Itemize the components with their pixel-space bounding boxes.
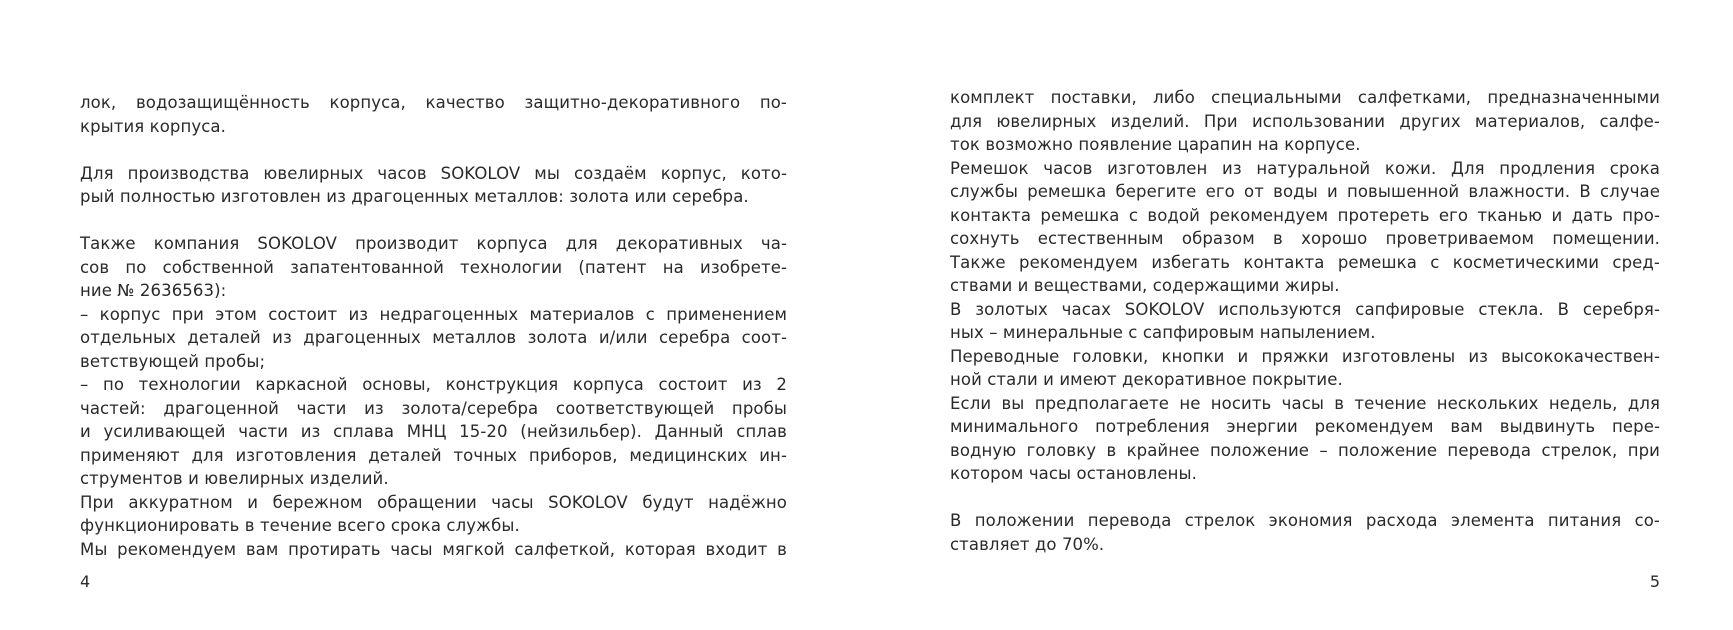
text-line: лок, водозащищённость корпуса, качество защитно-декоративного по- <box>80 93 787 112</box>
text-line: ставляет до 70%. <box>950 534 1105 554</box>
right-page <box>866 0 1733 630</box>
page-number-left: 4 <box>80 572 91 591</box>
text-line: – корпус при этом состоит из недрагоценных материалов с применением <box>80 304 787 324</box>
text-line: ветствующей пробы; <box>80 351 266 371</box>
text-line: В положении перевода стрелок экономия расхода элемента питания со- <box>950 511 1660 530</box>
text-line: водную головку в крайнее положение – положение перевода стрелок, при <box>950 440 1660 460</box>
right-page-text <box>950 86 1660 556</box>
text-line: сов по собственной запатентованной технологии (патент на изобрете- <box>80 257 787 277</box>
text-line: комплект поставки, либо специальными салфетками, предназначенными <box>950 88 1660 107</box>
text-line: Ремешок часов изготовлен из натуральной кожи. Для продления срока <box>950 158 1660 178</box>
text-line: Мы рекомендуем вам протирать часы мягкой салфеткой, которая входит в <box>80 539 787 559</box>
text-line: для ювелирных изделий. При использовании других материалов, салфе- <box>950 111 1660 131</box>
text-line: Переводные головки, кнопки и пряжки изготовлены из высококачествен- <box>950 346 1660 366</box>
text-line: контакта ремешка с водой рекомендуем протереть его тканью и дать про- <box>950 205 1660 225</box>
left-page-text <box>80 91 787 561</box>
text-line: ствами и веществами, содержащими жиры. <box>950 276 1340 295</box>
text-line: рый полностью изготовлен из драгоценных металлов: золота или серебра. <box>80 187 749 206</box>
left-page <box>0 0 866 630</box>
text-line: применяют для изготовления деталей точных приборов, медицинских ин- <box>80 445 787 465</box>
text-line: котором часы остановлены. <box>950 464 1197 483</box>
text-line: Также компания SOKOLOV производит корпуса для декоративных ча- <box>80 234 787 253</box>
paragraph-gap <box>80 138 787 162</box>
text-line: сохнуть естественным образом в хорошо проветриваемом помещении. <box>950 229 1660 248</box>
text-line: При аккуратном и бережном обращении часы SOKOLOV будут надёжно <box>80 492 787 512</box>
text-line: Также рекомендуем избегать контакта ремешка с косметическими сред- <box>950 252 1660 272</box>
text-line: частей: драгоценной части из золота/серебра соответствующей пробы <box>80 398 787 418</box>
page-number-right: 5 <box>1649 572 1660 591</box>
paragraph-gap <box>80 209 787 233</box>
text-line: ток возможно появление царапин на корпусе. <box>950 135 1361 154</box>
text-line: В золотых часах SOKOLOV используются сапфировые стекла. В серебря- <box>950 299 1660 319</box>
text-line: функционировать в течение всего срока службы. <box>80 516 520 535</box>
text-line: ных – минеральные с сапфировым напылением. <box>950 323 1376 342</box>
text-line: крытия корпуса. <box>80 116 226 136</box>
text-line: – по технологии каркасной основы, конструкция корпуса состоит из 2 <box>80 375 787 394</box>
paragraph-gap <box>950 486 1660 510</box>
text-line: ной стали и имеют декоративное покрытие. <box>950 370 1343 389</box>
text-line: службы ремешка берегите его от воды и повышенной влажности. В случае <box>950 182 1660 201</box>
text-line: минимального потребления энергии рекомендуем вам выдвинуть пере- <box>950 417 1660 436</box>
text-line: Если вы предполагаете не носить часы в течение нескольких недель, для <box>950 393 1660 413</box>
text-line: струментов и ювелирных изделий. <box>80 469 389 488</box>
text-line: Для производства ювелирных часов SOKOLOV мы создаём корпус, кото- <box>80 163 787 183</box>
text-line: отдельных деталей из драгоценных металлов золота и/или серебра соот- <box>80 328 787 347</box>
text-line: и усиливающей части из сплава МНЦ 15-20 (нейзильбер). Данный сплав <box>80 422 787 441</box>
text-line: ние № 2636563): <box>80 281 227 300</box>
